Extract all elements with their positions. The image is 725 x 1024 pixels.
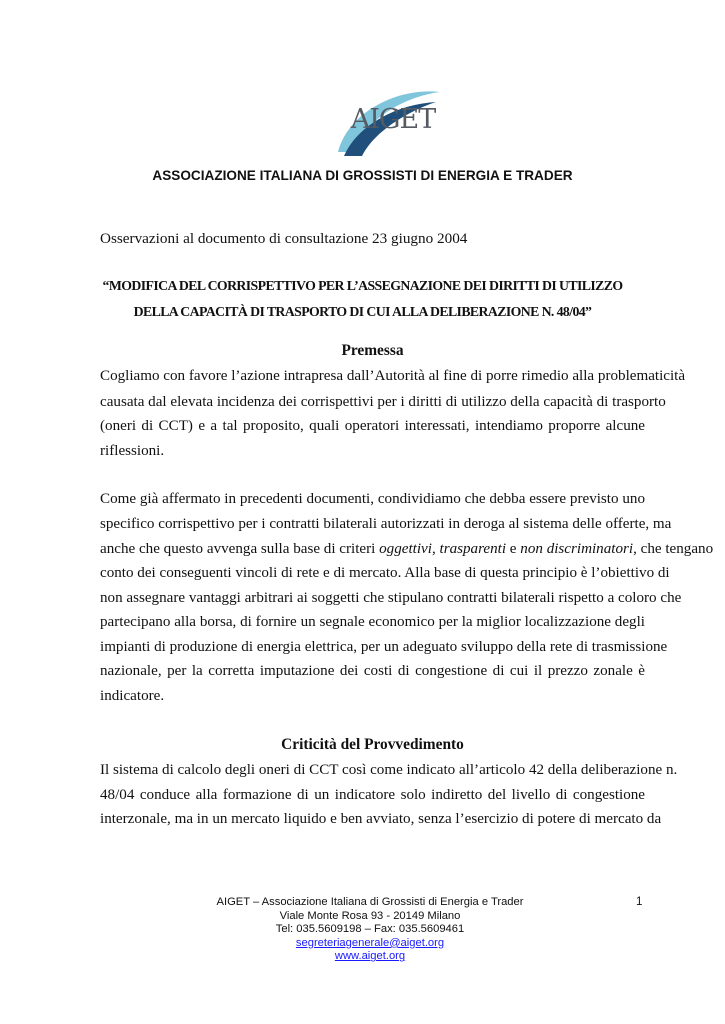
paragraph-line: (oneri di CCT) e a tal proposito, quali operatori interessati, intendiamo proporre alcune bbox=[100, 418, 645, 434]
text-run: e bbox=[506, 541, 521, 557]
footer-address: Viale Monte Rosa 93 - 20149 Milano bbox=[279, 909, 461, 922]
document-title-line: DELLA CAPACITÀ DI TRASPORTO DI CUI ALLA DELIBERAZIONE N. 48/04” bbox=[133, 304, 592, 319]
emphasis-non-discriminatori: non discriminatori bbox=[520, 541, 634, 557]
paragraph-line: causata dal elevata incidenza dei corrispettivi per i diritti di utilizzo della capacità di trasporto bbox=[100, 394, 666, 410]
emphasis-oggettivi: oggettivi bbox=[379, 541, 432, 557]
document-subtitle: Osservazioni al documento di consultazione 23 giugno 2004 bbox=[100, 230, 468, 247]
paragraph-line: conto dei conseguenti vincoli di rete e di mercato. Alla base di questa principio è l’obiettivo di bbox=[100, 565, 670, 581]
section-heading-criticita: Criticità del Provvedimento bbox=[281, 736, 464, 753]
paragraph-line: interzonale, ma in un mercato liquido e ben avviato, senza l’esercizio di potere di mercato da bbox=[100, 811, 662, 827]
text-run: , che tengano bbox=[633, 541, 714, 557]
document-title-line: “MODIFICA DEL CORRISPETTIVO PER L’ASSEGNAZIONE DEI DIRITTI DI UTILIZZO bbox=[102, 278, 623, 293]
paragraph-line-with-emphasis bbox=[100, 539, 714, 559]
footer-organization: AIGET – Associazione Italiana di Grossisti di Energia e Trader bbox=[216, 896, 524, 908]
aiget-logo bbox=[328, 82, 446, 164]
paragraph-line: nazionale, per la corretta imputazione dei costi di congestione di cui il prezzo zonale è bbox=[100, 663, 645, 679]
page-number: 1 bbox=[636, 896, 643, 908]
text-run: anche che questo avvenga sulla base di criteri bbox=[100, 541, 380, 557]
paragraph-line: Come già affermato in precedenti documenti, condividiamo che debba essere previsto uno bbox=[100, 491, 645, 507]
paragraph-line: Il sistema di calcolo degli oneri di CCT così come indicato all’articolo 42 della deliberazione n. bbox=[100, 762, 678, 778]
paragraph-line: Cogliamo con favore l’azione intrapresa dall’Autorità al fine di porre rimedio alla problematicità bbox=[100, 368, 686, 384]
paragraph-line: partecipano alla borsa, di fornire un segnale economico per la miglior localizzazione degli bbox=[100, 614, 645, 630]
paragraph-line: non assegnare vantaggi arbitrari ai soggetti che stipulano contratti bilaterali rispetto a coloro che bbox=[100, 590, 682, 606]
text-run: , bbox=[431, 541, 440, 557]
footer-website-link[interactable]: www.aiget.org bbox=[334, 950, 406, 963]
page-footer bbox=[200, 896, 540, 964]
organization-title: ASSOCIAZIONE ITALIANA DI GROSSISTI DI ENERGIA E TRADER bbox=[152, 168, 573, 183]
paragraph-line: impianti di produzione di energia elettrica, per un adeguato sviluppo della rete di trasmissione bbox=[100, 639, 668, 655]
paragraph-line: 48/04 conduce alla formazione di un indicatore solo indiretto del livello di congestione bbox=[100, 787, 645, 803]
footer-phone-fax: Tel: 035.5609198 – Fax: 035.5609461 bbox=[275, 923, 465, 936]
logo-text: AIGET bbox=[350, 104, 436, 135]
footer-email-link[interactable]: segreteriagenerale@aiget.org bbox=[295, 936, 445, 949]
paragraph-line: indicatore. bbox=[100, 688, 165, 704]
paragraph-line: riflessioni. bbox=[100, 443, 165, 459]
paragraph-line: specifico corrispettivo per i contratti bilaterali autorizzati in deroga al sistema delle offerte, ma bbox=[100, 516, 672, 532]
emphasis-trasparenti: trasparenti bbox=[439, 541, 507, 557]
section-heading-premessa: Premessa bbox=[341, 342, 404, 359]
